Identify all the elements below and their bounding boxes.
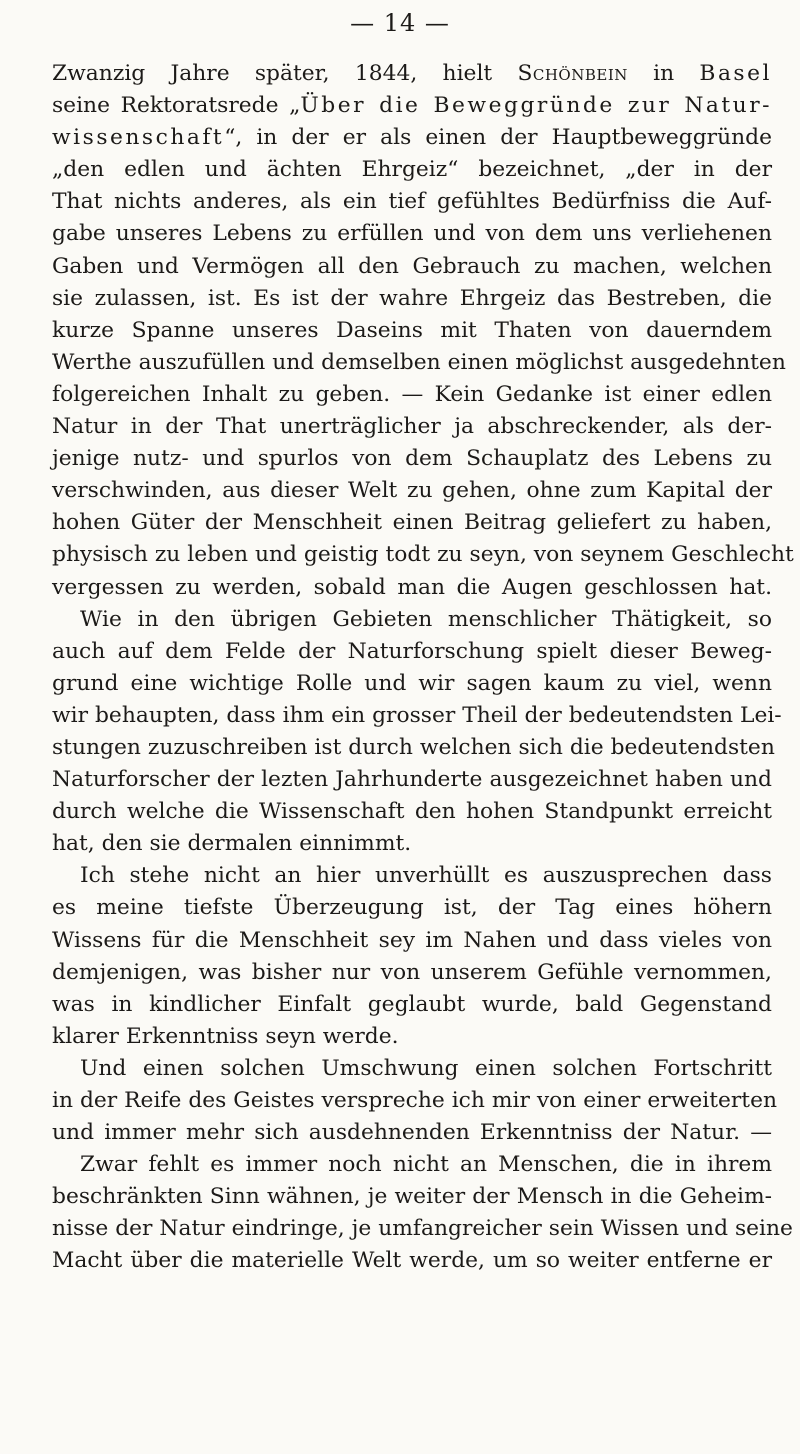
- text-run: was in kindlicher Einfalt geglaubt wurde, bald Gegenstand: [52, 991, 772, 1017]
- text-run: sie zulassen, ist. Es ist der wahre Ehrgeiz das Bestreben, die: [52, 285, 772, 311]
- text-line: [52, 572, 772, 604]
- text-line: [52, 475, 772, 507]
- spaced-emphasis: Über die Beweggründe zur Natur-: [300, 93, 773, 119]
- text-run: gabe unseres Lebens zu erfüllen und von dem uns verliehenen: [52, 221, 772, 247]
- text-run: Naturforscher der lezten Jahrhunderte ausgezeichnet haben und: [52, 767, 772, 793]
- text-run: „den edlen und ächten Ehrgeiz“ bezeichnet, „der in der: [52, 157, 772, 183]
- text-run: durch welche die Wissenschaft den hohen Standpunkt erreicht: [52, 799, 772, 825]
- text-run: es meine tiefste Überzeugung ist, der Tag eines höhern: [52, 895, 772, 921]
- text-run: grund eine wichtige Rolle und wir sagen kaum zu viel, wenn: [52, 670, 772, 696]
- text-run: seine Rektoratsrede „: [52, 93, 301, 119]
- text-run: jenige nutz- und spurlos von dem Schauplatz des Lebens zu: [52, 446, 772, 472]
- text-line: [52, 925, 772, 957]
- text-run: stungen zuzuschreiben ist durch welchen sich die bedeutendsten: [52, 734, 775, 760]
- text-run: folgereichen Inhalt zu geben. — Kein Gedanke ist einer edlen: [52, 381, 772, 407]
- text-line: [52, 251, 772, 283]
- text-line: [52, 122, 772, 154]
- text-line: [52, 732, 775, 764]
- text-run: in der Reife des Geistes verspreche ich mir von einer erweiterten: [52, 1088, 778, 1113]
- text-line: [52, 347, 786, 379]
- text-line: [52, 828, 772, 860]
- text-run: Natur in der That unerträglicher ja abschreckender, als der-: [52, 414, 772, 440]
- text-run: physisch zu leben und geistig todt zu seyn, von seynem Geschlecht: [52, 542, 794, 568]
- text-run: verschwinden, aus dieser Welt zu gehen, ohne zum Kapital der: [52, 478, 772, 504]
- text-run: hohen Güter der Menschheit einen Beitrag geliefert zu haben,: [52, 510, 772, 536]
- text-run: hat, den sie dermalen einnimmt.: [52, 831, 412, 857]
- text-line: [52, 1117, 772, 1149]
- text-line: [52, 668, 772, 700]
- text-run: Ich stehe nicht an hier unverhüllt es auszusprechen dass: [80, 863, 772, 889]
- text-run: Macht über die materielle Welt werde, um so weiter entferne er: [52, 1248, 772, 1274]
- text-line: [52, 539, 794, 571]
- spaced-emphasis: Basel: [699, 61, 772, 86]
- small-caps-name: Schönbein: [517, 61, 628, 86]
- text-run: in: [627, 61, 700, 86]
- text-run: und immer mehr sich ausdehnenden Erkenntniss der Natur. —: [52, 1120, 772, 1146]
- text-line: [52, 604, 772, 636]
- text-line: [52, 1213, 793, 1245]
- text-run: nisse der Natur eindringe, je umfangreicher sein Wissen und seine: [52, 1216, 793, 1242]
- text-run: Werthe auszufüllen und demselben einen möglichst ausgedehnten: [52, 349, 786, 375]
- text-line: [52, 764, 772, 796]
- text-line: [52, 636, 772, 668]
- text-run: auch auf dem Felde der Naturforschung spielt dieser Beweg-: [52, 638, 772, 664]
- text-line: [52, 283, 772, 315]
- text-line: [52, 1053, 772, 1085]
- text-line: [52, 860, 772, 892]
- page-number: — 14 —: [350, 9, 450, 37]
- text-run: vergessen zu werden, sobald man die Augen geschlossen hat.: [52, 574, 772, 600]
- text-line: [52, 443, 772, 475]
- text-line: [52, 1181, 772, 1213]
- body-text: [52, 58, 794, 1278]
- text-line: [52, 507, 772, 539]
- text-line: [52, 315, 772, 347]
- text-run: “, in der er als einen der Hauptbeweggründe: [224, 125, 772, 151]
- text-line: [52, 186, 772, 218]
- text-run: klarer Erkenntniss seyn werde.: [52, 1023, 399, 1049]
- text-line: [52, 379, 772, 411]
- text-line: [52, 892, 772, 924]
- text-run: Wie in den übrigen Gebieten menschlicher Thätigkeit, so: [80, 606, 772, 632]
- text-run: kurze Spanne unseres Daseins mit Thaten von dauerndem: [52, 317, 772, 343]
- text-run: Gaben und Vermögen all den Gebrauch zu machen, welchen: [52, 253, 772, 279]
- spaced-emphasis: wissenschaft: [52, 125, 225, 151]
- text-run: Wissens für die Menschheit sey im Nahen und dass vieles von: [52, 927, 772, 953]
- text-line: [52, 1021, 772, 1053]
- text-line: [52, 58, 772, 90]
- text-run: demjenigen, was bisher nur von unserem Gefühle vernommen,: [52, 959, 772, 985]
- text-line: [52, 1149, 772, 1181]
- text-run: Zwanzig Jahre später, 1844, hielt: [52, 61, 518, 86]
- text-line: [52, 989, 772, 1021]
- text-line: [52, 218, 772, 250]
- text-line: [52, 90, 772, 122]
- text-run: beschränkten Sinn wähnen, je weiter der Mensch in die Geheim-: [52, 1184, 772, 1210]
- text-line: [52, 957, 772, 989]
- text-run: Und einen solchen Umschwung einen solchen Fortschritt: [80, 1055, 772, 1081]
- text-line: [52, 411, 772, 443]
- text-line: [52, 1245, 772, 1277]
- text-run: wir behaupten, dass ihm ein grosser Theil der bedeutendsten Lei-: [52, 702, 782, 728]
- text-run: That nichts anderes, als ein tief gefühltes Bedürfniss die Auf-: [52, 189, 772, 215]
- text-line: [52, 700, 782, 732]
- text-line: [52, 154, 772, 186]
- text-line: [52, 796, 772, 828]
- text-run: Zwar fehlt es immer noch nicht an Menschen, die in ihrem: [80, 1152, 772, 1178]
- text-line: [52, 1085, 778, 1117]
